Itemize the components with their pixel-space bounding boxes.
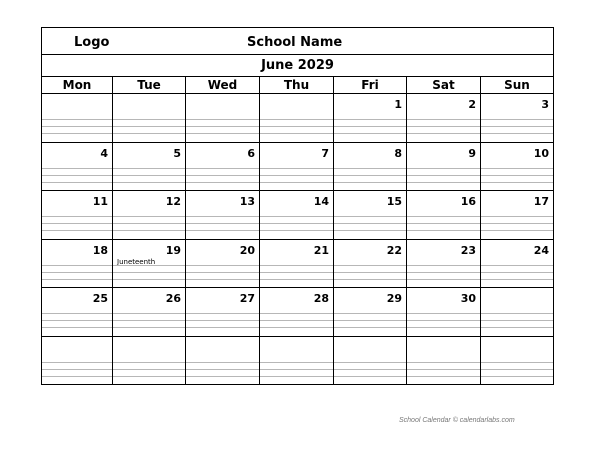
day-number: 18 bbox=[92, 243, 108, 257]
writing-line bbox=[42, 272, 112, 273]
calendar-table bbox=[41, 27, 554, 385]
day-number: 11 bbox=[92, 195, 108, 208]
writing-line bbox=[407, 175, 480, 176]
weekday-thu: Thu bbox=[260, 77, 334, 93]
writing-line bbox=[260, 175, 333, 176]
writing-line bbox=[42, 327, 112, 328]
writing-line bbox=[334, 216, 406, 217]
writing-line bbox=[186, 362, 259, 363]
writing-line bbox=[334, 369, 406, 370]
school-name: School Name bbox=[247, 35, 343, 50]
day-cell[interactable] bbox=[334, 288, 407, 336]
day-cell[interactable] bbox=[42, 143, 113, 191]
day-cell[interactable] bbox=[186, 143, 260, 191]
writing-line bbox=[407, 216, 480, 217]
day-cell[interactable] bbox=[481, 143, 553, 191]
day-number: 9 bbox=[468, 146, 476, 160]
writing-line bbox=[407, 376, 480, 377]
writing-line bbox=[42, 168, 112, 169]
day-cell[interactable] bbox=[113, 337, 186, 386]
writing-line bbox=[42, 126, 112, 127]
writing-line bbox=[481, 230, 553, 231]
day-number: 19 bbox=[165, 243, 181, 257]
writing-line bbox=[334, 119, 406, 120]
day-cell[interactable] bbox=[481, 191, 553, 239]
day-cell[interactable] bbox=[186, 240, 260, 288]
writing-line bbox=[260, 216, 333, 217]
writing-line bbox=[260, 313, 333, 314]
writing-line bbox=[407, 369, 480, 370]
writing-line bbox=[42, 216, 112, 217]
writing-line bbox=[481, 133, 553, 134]
day-cell[interactable] bbox=[42, 337, 113, 386]
writing-line bbox=[334, 362, 406, 363]
writing-line bbox=[113, 133, 185, 134]
writing-line bbox=[334, 272, 406, 273]
writing-line bbox=[42, 182, 112, 183]
writing-line bbox=[260, 182, 333, 183]
day-cell[interactable] bbox=[186, 94, 260, 142]
writing-line bbox=[334, 223, 406, 224]
weekday-header bbox=[42, 77, 553, 94]
writing-line bbox=[407, 126, 480, 127]
writing-line bbox=[407, 320, 480, 321]
day-number: 8 bbox=[394, 146, 402, 160]
writing-line bbox=[481, 362, 553, 363]
writing-line bbox=[186, 119, 259, 120]
day-number: 7 bbox=[321, 146, 329, 160]
day-number: 13 bbox=[239, 195, 255, 208]
day-cell[interactable] bbox=[334, 143, 407, 191]
holiday-label: Juneteenth bbox=[117, 257, 156, 266]
writing-line bbox=[113, 369, 185, 370]
writing-line bbox=[334, 313, 406, 314]
writing-line bbox=[186, 168, 259, 169]
day-cell[interactable] bbox=[113, 143, 186, 191]
writing-line bbox=[186, 327, 259, 328]
day-number: 12 bbox=[165, 195, 181, 208]
day-cell[interactable] bbox=[113, 240, 186, 288]
day-cell[interactable] bbox=[407, 288, 481, 336]
weekday-tue: Tue bbox=[113, 77, 186, 93]
writing-line bbox=[42, 313, 112, 314]
weekday-sat: Sat bbox=[407, 77, 481, 93]
day-cell[interactable] bbox=[42, 288, 113, 336]
day-number: 2 bbox=[468, 98, 476, 111]
writing-line bbox=[42, 175, 112, 176]
writing-line bbox=[481, 369, 553, 370]
writing-line bbox=[334, 230, 406, 231]
writing-line bbox=[334, 327, 406, 328]
writing-line bbox=[260, 279, 333, 280]
day-number: 21 bbox=[313, 243, 329, 257]
writing-line bbox=[481, 182, 553, 183]
day-cell[interactable] bbox=[407, 143, 481, 191]
day-number: 17 bbox=[533, 195, 549, 208]
writing-line bbox=[407, 168, 480, 169]
day-cell[interactable] bbox=[42, 240, 113, 288]
writing-line bbox=[42, 119, 112, 120]
day-cell[interactable] bbox=[407, 240, 481, 288]
writing-line bbox=[42, 362, 112, 363]
writing-line bbox=[481, 216, 553, 217]
writing-line bbox=[260, 369, 333, 370]
writing-line bbox=[481, 126, 553, 127]
writing-line bbox=[260, 230, 333, 231]
day-number: 29 bbox=[386, 292, 402, 305]
day-number: 14 bbox=[313, 195, 329, 208]
day-number: 5 bbox=[173, 146, 181, 160]
day-number: 25 bbox=[92, 292, 108, 305]
day-cell[interactable] bbox=[42, 191, 113, 239]
day-number: 27 bbox=[239, 292, 255, 305]
writing-line bbox=[334, 265, 406, 266]
writing-line bbox=[113, 119, 185, 120]
writing-line bbox=[407, 223, 480, 224]
week-row bbox=[42, 240, 553, 289]
writing-line bbox=[260, 265, 333, 266]
writing-line bbox=[186, 279, 259, 280]
day-cell[interactable] bbox=[260, 94, 334, 142]
writing-line bbox=[334, 182, 406, 183]
writing-line bbox=[481, 175, 553, 176]
writing-line bbox=[407, 265, 480, 266]
writing-line bbox=[260, 320, 333, 321]
day-cell[interactable] bbox=[481, 288, 553, 336]
day-cell[interactable] bbox=[186, 288, 260, 336]
week-row bbox=[42, 337, 553, 386]
calendar-header bbox=[42, 28, 553, 55]
day-number: 4 bbox=[100, 146, 108, 160]
writing-line bbox=[113, 265, 185, 266]
writing-line bbox=[42, 230, 112, 231]
writing-line bbox=[186, 376, 259, 377]
day-number: 22 bbox=[386, 243, 402, 257]
day-number: 23 bbox=[460, 243, 476, 257]
writing-line bbox=[186, 272, 259, 273]
writing-line bbox=[260, 376, 333, 377]
writing-line bbox=[407, 362, 480, 363]
writing-line bbox=[113, 126, 185, 127]
day-number: 1 bbox=[394, 98, 402, 111]
writing-line bbox=[42, 279, 112, 280]
writing-line bbox=[186, 216, 259, 217]
writing-line bbox=[186, 175, 259, 176]
writing-line bbox=[186, 313, 259, 314]
writing-line bbox=[481, 119, 553, 120]
weekday-wed: Wed bbox=[186, 77, 260, 93]
writing-line bbox=[334, 376, 406, 377]
day-cell[interactable] bbox=[113, 191, 186, 239]
day-cell[interactable] bbox=[113, 94, 186, 142]
writing-line bbox=[42, 133, 112, 134]
writing-line bbox=[186, 265, 259, 266]
writing-line bbox=[481, 223, 553, 224]
writing-line bbox=[334, 133, 406, 134]
weekday-fri: Fri bbox=[334, 77, 407, 93]
writing-line bbox=[334, 320, 406, 321]
writing-line bbox=[407, 327, 480, 328]
writing-line bbox=[113, 320, 185, 321]
writing-line bbox=[186, 126, 259, 127]
day-cell[interactable] bbox=[260, 240, 334, 288]
writing-line bbox=[407, 119, 480, 120]
writing-line bbox=[334, 175, 406, 176]
writing-line bbox=[113, 216, 185, 217]
day-cell[interactable] bbox=[334, 337, 407, 386]
day-number: 28 bbox=[313, 292, 329, 305]
day-cell[interactable] bbox=[481, 94, 553, 142]
writing-line bbox=[42, 369, 112, 370]
writing-line bbox=[113, 230, 185, 231]
writing-line bbox=[481, 376, 553, 377]
day-cell[interactable] bbox=[260, 143, 334, 191]
day-cell[interactable] bbox=[113, 288, 186, 336]
day-number: 20 bbox=[239, 243, 255, 257]
writing-line bbox=[113, 376, 185, 377]
writing-line bbox=[481, 272, 553, 273]
writing-line bbox=[334, 168, 406, 169]
day-cell[interactable] bbox=[334, 94, 407, 142]
day-cell[interactable] bbox=[260, 337, 334, 386]
writing-line bbox=[186, 369, 259, 370]
writing-line bbox=[113, 313, 185, 314]
writing-line bbox=[42, 265, 112, 266]
day-cell[interactable] bbox=[481, 337, 553, 386]
week-row bbox=[42, 94, 553, 143]
logo-label: Logo bbox=[74, 35, 110, 50]
writing-line bbox=[260, 223, 333, 224]
writing-line bbox=[407, 182, 480, 183]
writing-line bbox=[260, 327, 333, 328]
day-number: 24 bbox=[533, 243, 549, 257]
footer-credit: School Calendar © calendarlabs.com bbox=[399, 417, 515, 424]
writing-line bbox=[260, 126, 333, 127]
writing-line bbox=[186, 320, 259, 321]
writing-line bbox=[334, 126, 406, 127]
writing-line bbox=[113, 279, 185, 280]
writing-line bbox=[113, 362, 185, 363]
day-number: 16 bbox=[460, 195, 476, 208]
day-cell[interactable] bbox=[407, 94, 481, 142]
writing-line bbox=[186, 133, 259, 134]
day-cell[interactable] bbox=[481, 240, 553, 288]
writing-line bbox=[113, 182, 185, 183]
writing-line bbox=[260, 133, 333, 134]
month-title: June 2029 bbox=[42, 55, 553, 77]
writing-line bbox=[113, 175, 185, 176]
day-cell[interactable] bbox=[42, 94, 113, 142]
writing-line bbox=[481, 265, 553, 266]
writing-line bbox=[260, 272, 333, 273]
day-number: 3 bbox=[541, 98, 549, 111]
writing-line bbox=[186, 230, 259, 231]
day-number: 10 bbox=[533, 146, 549, 160]
writing-line bbox=[407, 272, 480, 273]
writing-line bbox=[481, 320, 553, 321]
calendar-grid bbox=[42, 94, 553, 385]
writing-line bbox=[407, 313, 480, 314]
day-cell[interactable] bbox=[407, 191, 481, 239]
writing-line bbox=[481, 168, 553, 169]
writing-line bbox=[481, 279, 553, 280]
writing-line bbox=[186, 182, 259, 183]
writing-line bbox=[113, 272, 185, 273]
writing-line bbox=[42, 320, 112, 321]
day-number: 26 bbox=[165, 292, 181, 305]
writing-line bbox=[113, 168, 185, 169]
writing-line bbox=[260, 362, 333, 363]
writing-line bbox=[407, 230, 480, 231]
day-cell[interactable] bbox=[334, 191, 407, 239]
writing-line bbox=[42, 223, 112, 224]
writing-line bbox=[113, 327, 185, 328]
writing-line bbox=[260, 168, 333, 169]
writing-line bbox=[407, 279, 480, 280]
week-row bbox=[42, 191, 553, 240]
day-cell[interactable] bbox=[334, 240, 407, 288]
writing-line bbox=[260, 119, 333, 120]
week-row bbox=[42, 143, 553, 192]
writing-line bbox=[334, 279, 406, 280]
day-cell[interactable] bbox=[260, 288, 334, 336]
writing-line bbox=[186, 223, 259, 224]
weekday-mon: Mon bbox=[42, 77, 113, 93]
writing-line bbox=[481, 327, 553, 328]
writing-line bbox=[407, 133, 480, 134]
writing-line bbox=[42, 376, 112, 377]
writing-line bbox=[113, 223, 185, 224]
day-cell[interactable] bbox=[407, 337, 481, 386]
day-number: 30 bbox=[460, 292, 476, 305]
day-cell[interactable] bbox=[186, 337, 260, 386]
writing-line bbox=[481, 313, 553, 314]
week-row bbox=[42, 288, 553, 337]
day-cell[interactable] bbox=[260, 191, 334, 239]
day-number: 6 bbox=[247, 146, 255, 160]
day-number: 15 bbox=[386, 195, 402, 208]
day-cell[interactable] bbox=[186, 191, 260, 239]
weekday-sun: Sun bbox=[504, 78, 530, 92]
